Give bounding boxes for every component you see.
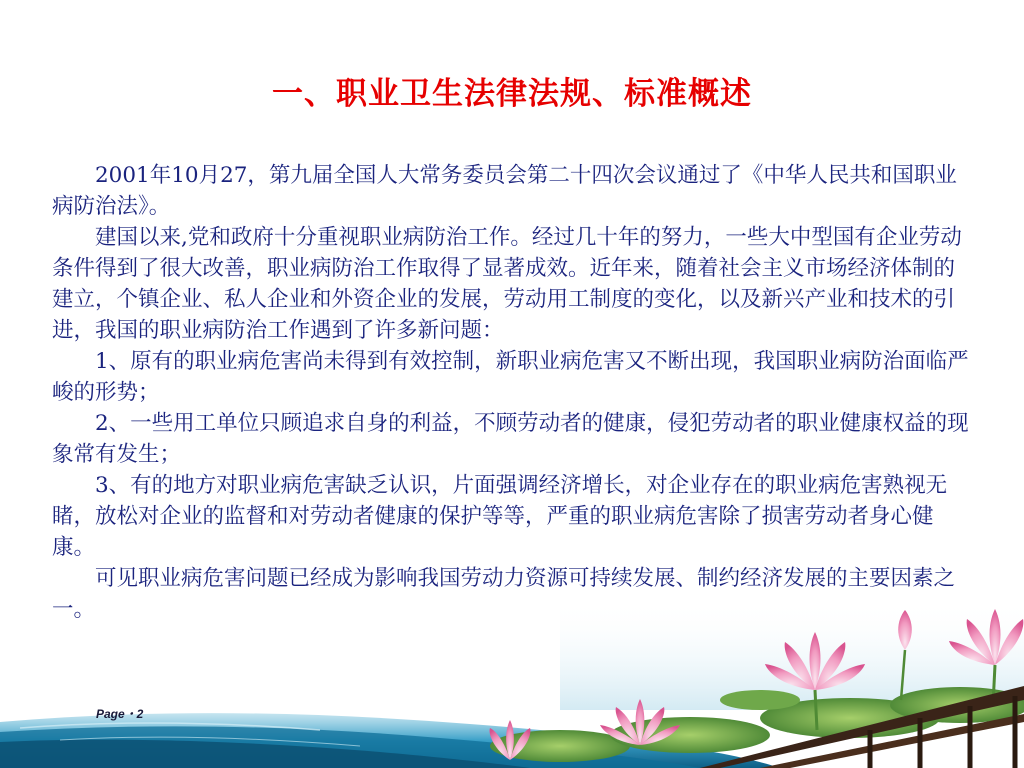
paragraph-point-2: 2、一些用工单位只顾追求自身的利益，不顾劳动者的健康，侵犯劳动者的职业健康权益的现象常有发生； [52,411,969,467]
paragraph-point-1: 1、原有的职业病危害尚未得到有效控制，新职业病危害又不断出现，我国职业病防治面临严峻的形势； [52,349,969,405]
paragraph-point-3: 3、有的地方对职业病危害缺乏认识，片面强调经济增长，对企业存在的职业病危害熟视无睹，放松对企业的监督和对劳动者健康的保护等等，严重的职业病危害除了损害劳动者身心健康。 [52,473,948,560]
paragraph-background: 建国以来,党和政府十分重视职业病防治工作。经过几十年的努力，一些大中型国有企业劳动条件得到了很大改善，职业病防治工作取得了显著成效。近年来，随着社会主义市场经济体制的建立，个镇企业、私人企业和外资企业的发展，劳动用工制度的变化，以及新兴产业和技术的引进，我国的职业病防治工作遇到了许多新问题： [52,225,962,343]
slide-body [52,160,976,625]
paragraph-conclusion: 可见职业病危害问题已经成为影响我国劳动力资源可持续发展、制约经济发展的主要因素之一。 [52,566,956,622]
page-number: Page・2 [96,707,144,721]
slide-title: 一、职业卫生法律法规、标准概述 [272,76,752,112]
paragraph-law-adoption: 2001年10月27，第九届全国人大常务委员会第二十四次会议通过了《中华人民共和国职业病防治法》。 [52,163,957,219]
